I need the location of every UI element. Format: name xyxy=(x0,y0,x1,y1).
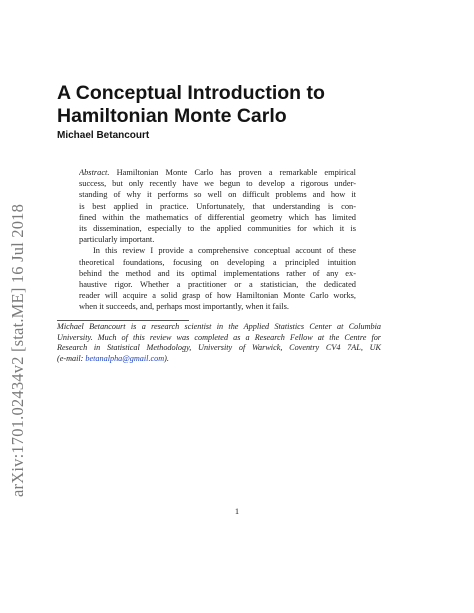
abstract-line: success, but only recently have we begun to develop a rigorous under- xyxy=(79,179,356,189)
abstract-line: In this review I provide a comprehensive conceptual account of these xyxy=(93,246,356,256)
title-line-1: A Conceptual Introduction to xyxy=(57,82,325,104)
title-line-2: Hamiltonian Monte Carlo xyxy=(57,105,287,127)
footnote-line: Michael Betancourt is a research scientist in the Applied Statistics Center at Columbia xyxy=(57,322,381,331)
abstract xyxy=(79,167,356,313)
abstract-line: theoretical foundations, focusing on developing a principled intuition xyxy=(79,257,356,267)
footnote-line: Research in Statistical Methodology, University of Warwick, Coventry CV4 7AL, UK xyxy=(57,343,381,353)
arxiv-identifier: arXiv:1701.02434v2 [stat.ME] 16 Jul 2018 xyxy=(8,203,27,497)
abstract-line: reader will acquire a solid grasp of how Hamiltonian Monte Carlo works, xyxy=(79,291,356,301)
paper-title xyxy=(57,82,437,128)
page-number: 1 xyxy=(234,506,240,516)
abstract-line: fined within the mathematics of differential geometry which has limited xyxy=(79,212,356,222)
footnote-rule xyxy=(57,320,189,321)
abstract-line: when it succeeds, and, perhaps most importantly, when it fails. xyxy=(79,302,289,312)
abstract-label: Abstract. xyxy=(79,168,110,177)
abstract-line: haustive rigor. Whether a practitioner or a statistician, the dedicated xyxy=(79,280,356,290)
abstract-line: Abstract. Hamiltonian Monte Carlo has proven a remarkable empirical xyxy=(79,168,356,177)
abstract-line: is best applied in practice. Unfortunately, that understanding is con- xyxy=(79,201,356,211)
abstract-line: its dissemination, especially to the applied communities for which it is xyxy=(79,224,356,234)
abstract-line: particularly important. xyxy=(79,235,155,245)
author-name: Michael Betancourt xyxy=(57,130,150,141)
footnote-line: University. Much of this review was completed as a Research Fellow at the Centre for xyxy=(57,332,381,342)
footnote-line: (e-mail: betanalpha@gmail.com). xyxy=(57,353,169,363)
author-footnote xyxy=(57,322,381,364)
email-link[interactable]: betanalpha@gmail.com xyxy=(85,353,165,363)
abstract-line: standing of why it performs so well on difficult problems and how it xyxy=(79,190,356,200)
abstract-line: behind the method and its optimal implementations rather of any ex- xyxy=(79,268,356,278)
